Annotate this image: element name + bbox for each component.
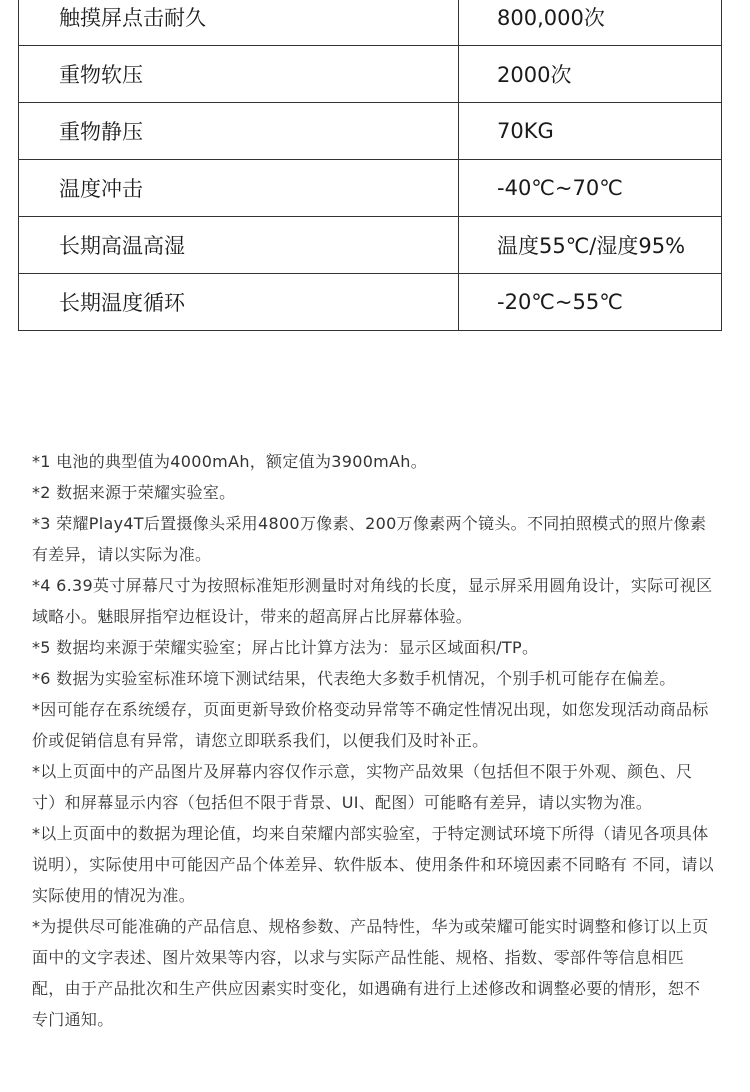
spec-label: 重物静压: [19, 103, 459, 160]
spec-value: 2000次: [459, 46, 722, 103]
table-row: [19, 217, 722, 274]
spec-value: -40℃~70℃: [459, 160, 722, 217]
table-row: [19, 0, 722, 46]
footnote: *1 电池的典型值为4000mAh，额定值为3900mAh。: [32, 452, 428, 471]
footnote: *为提供尽可能准确的产品信息、规格参数、产品特性，华为或荣耀可能实时调整和修订以上页面中的文字表述、图片效果等内容，以求与实际产品性能、规格、指数、零部件等信息相匹配，由于产品批次和生产供应因素实时变化，如遇确有进行上述修改和调整必要的情形，恕不专门通知。: [32, 917, 709, 1029]
table-row: [19, 46, 722, 103]
spec-label: 长期温度循环: [19, 274, 459, 331]
table-row: [19, 160, 722, 217]
footnote: *5 数据均来源于荣耀实验室；屏占比计算方法为：显示区域面积/TP。: [32, 638, 539, 657]
spec-value: -20℃~55℃: [459, 274, 722, 331]
footnote: *6 数据为实验室标准环境下测试结果，代表绝大多数手机情况，个别手机可能存在偏差。: [32, 669, 676, 688]
spec-label: 重物软压: [19, 46, 459, 103]
spec-value: 温度55℃/湿度95%: [459, 217, 722, 274]
footnote: *4 6.39英寸屏幕尺寸为按照标准矩形测量时对角线的长度，显示屏采用圆角设计，实际可视区域略小。魅眼屏指窄边框设计，带来的超高屏占比屏幕体验。: [32, 576, 713, 626]
table-row: [19, 103, 722, 160]
spec-table: [18, 0, 722, 331]
footnote: *因可能存在系统缓存，页面更新导致价格变动异常等不确定性情况出现，如您发现活动商品标价或促销信息有异常，请您立即联系我们，以便我们及时补正。: [32, 700, 709, 750]
footnote: *以上页面中的产品图片及屏幕内容仅作示意，实物产品效果（包括但不限于外观、颜色、尺寸）和屏幕显示内容（包括但不限于背景、UI、配图）可能略有差异，请以实物为准。: [32, 762, 693, 812]
spec-label: 长期高温高湿: [19, 217, 459, 274]
footnote: *3 荣耀Play4T后置摄像头采用4800万像素、200万像素两个镜头。不同拍照模式的照片像素有差异，请以实际为准。: [32, 514, 707, 564]
footnotes: [32, 446, 716, 1035]
spec-label: 温度冲击: [19, 160, 459, 217]
spec-value: 800,000次: [459, 0, 722, 46]
footnote: *2 数据来源于荣耀实验室。: [32, 483, 236, 502]
spec-value: 70KG: [459, 103, 722, 160]
footnote: *以上页面中的数据为理论值，均来自荣耀内部实验室，于特定测试环境下所得（请见各项具体说明），实际使用中可能因产品个体差异、软件版本、使用条件和环境因素不同略有 不同，请以实际使用的情况为准。: [32, 824, 714, 905]
table-row: [19, 274, 722, 331]
spec-label: 触摸屏点击耐久: [19, 0, 459, 46]
